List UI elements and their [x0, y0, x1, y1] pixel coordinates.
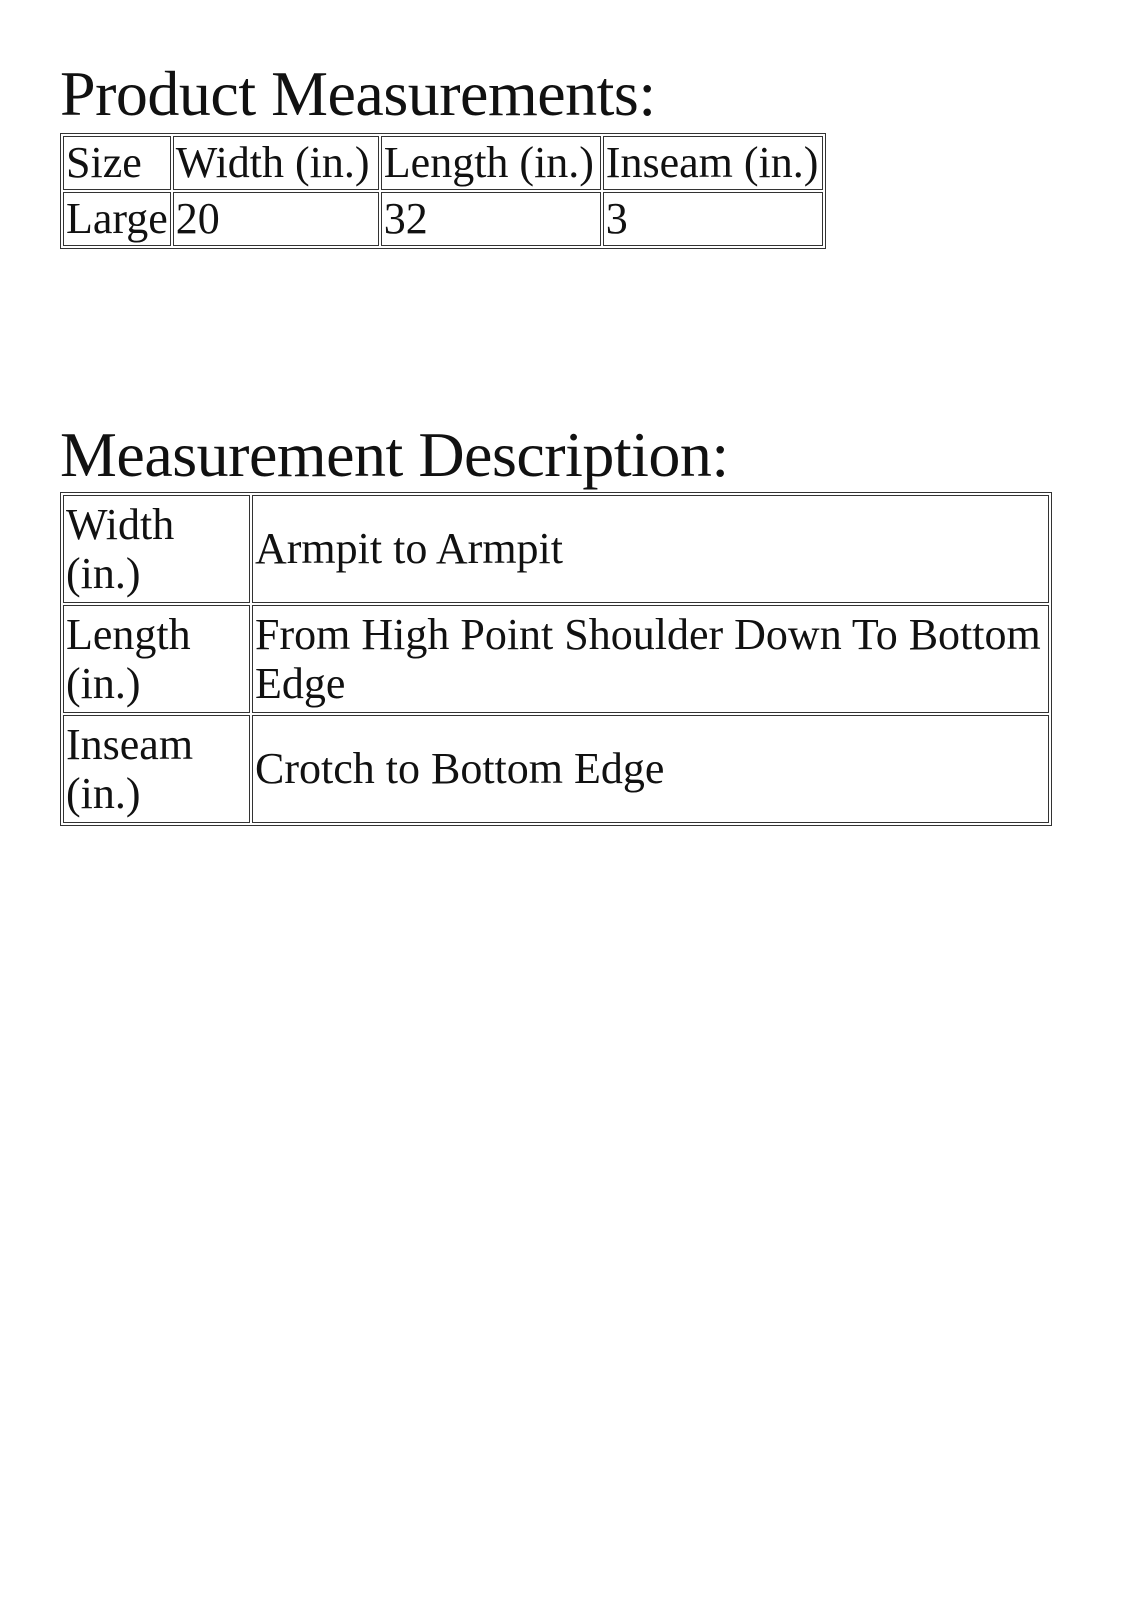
product-measurements-table [60, 133, 826, 249]
description-text-length: From High Point Shoulder Down To Bottom Edge [252, 605, 1049, 713]
product-measurements-title: Product Measurements: [60, 58, 656, 129]
table-row [63, 192, 823, 246]
header-inseam: Inseam (in.) [603, 136, 823, 190]
description-text-inseam: Crotch to Bottom Edge [252, 715, 1049, 823]
table-row [63, 495, 1049, 603]
cell-width: 20 [173, 192, 379, 246]
header-length: Length (in.) [381, 136, 601, 190]
cell-length: 32 [381, 192, 601, 246]
table-header-row [63, 136, 823, 190]
description-label-width: Width (in.) [63, 495, 250, 603]
cell-inseam: 3 [603, 192, 823, 246]
cell-size: Large [63, 192, 171, 246]
description-text-width: Armpit to Armpit [252, 495, 1049, 603]
table-row [63, 605, 1049, 713]
table-row [63, 715, 1049, 823]
measurement-description-title: Measurement Description: [60, 419, 729, 490]
header-size: Size [63, 136, 171, 190]
description-label-inseam: Inseam (in.) [63, 715, 250, 823]
measurement-description-table [60, 492, 1052, 826]
header-width: Width (in.) [173, 136, 379, 190]
description-label-length: Length (in.) [63, 605, 250, 713]
